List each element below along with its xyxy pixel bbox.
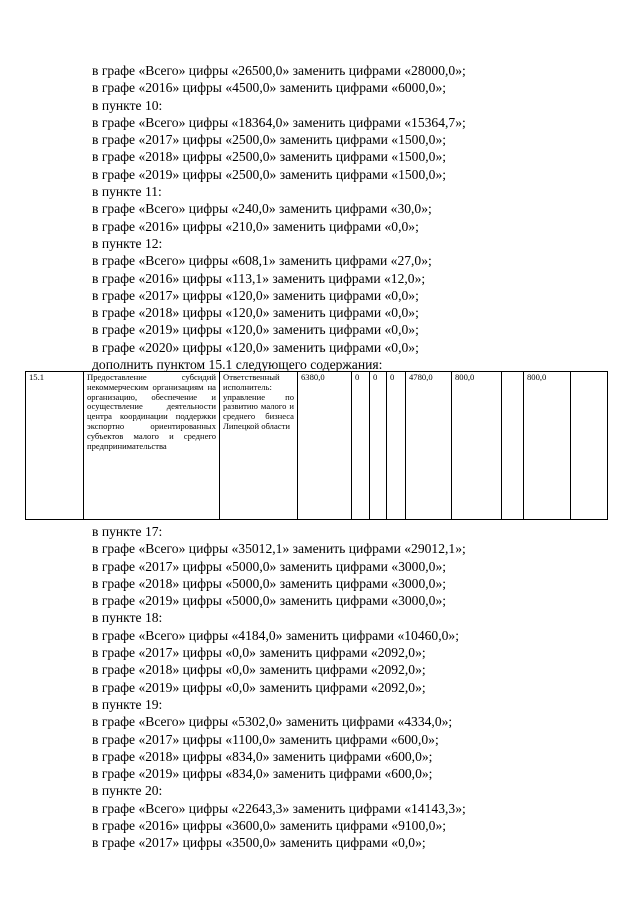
text-line: в графе «Всего» цифры «22643,3» заменить цифрами «14143,3»; [92, 800, 466, 816]
amendments-block-bottom [92, 523, 612, 852]
table-row [26, 372, 608, 520]
text-line: в графе «2019» цифры «834,0» заменить цифрами «600,0»; [92, 766, 433, 782]
text-line: в графе «Всего» цифры «18364,0» заменить цифрами «15364,7»; [92, 114, 466, 130]
program-table-row-15-1 [25, 371, 608, 520]
text-line: в графе «2020» цифры «120,0» заменить цифрами «0,0»; [92, 339, 419, 355]
text-line: в графе «2017» цифры «120,0» заменить цифрами «0,0»; [92, 287, 419, 303]
text-line: в графе «2017» цифры «3500,0» заменить цифрами «0,0»; [92, 835, 426, 851]
text-line: в графе «2018» цифры «5000,0» заменить цифрами «3000,0»; [92, 575, 447, 591]
cell-2017: 4780,0 [406, 372, 452, 520]
text-line: в графе «2019» цифры «120,0» заменить цифрами «0,0»; [92, 322, 419, 338]
text-line: в пункте 18: [92, 610, 163, 626]
text-line: в графе «Всего» цифры «5302,0» заменить цифрами «4334,0»; [92, 714, 453, 730]
text-line: в графе «2017» цифры «1100,0» заменить цифрами «600,0»; [92, 731, 439, 747]
text-line: в пункте 11: [92, 184, 162, 200]
text-line: в пункте 20: [92, 783, 163, 799]
cell-2016: 0 [387, 372, 406, 520]
text-line: в пункте 19: [92, 696, 163, 712]
cell-extra [571, 372, 608, 520]
cell-executor: Ответственный исполнитель: управление по развитию малого и среднего бизнеса Липецкой области [220, 372, 298, 520]
cell-row-number: 15.1 [26, 372, 84, 520]
text-line: в графе «2019» цифры «0,0» заменить цифрами «2092,0»; [92, 679, 426, 695]
text-line: в графе «2016» цифры «3600,0» заменить цифрами «9100,0»; [92, 818, 447, 834]
cell-2015: 0 [370, 372, 387, 520]
text-line: в графе «2017» цифры «5000,0» заменить цифрами «3000,0»; [92, 558, 447, 574]
text-line: в графе «2019» цифры «2500,0» заменить цифрами «1500,0»; [92, 166, 447, 182]
text-line: в графе «2018» цифры «120,0» заменить цифрами «0,0»; [92, 305, 419, 321]
text-line: в графе «Всего» цифры «608,1» заменить цифрами «27,0»; [92, 253, 432, 269]
text-line: в графе «2018» цифры «0,0» заменить цифрами «2092,0»; [92, 662, 426, 678]
text-line: в графе «2016» цифры «210,0» заменить цифрами «0,0»; [92, 218, 419, 234]
text-line: в графе «Всего» цифры «4184,0» заменить цифрами «10460,0»; [92, 627, 459, 643]
cell-2014: 0 [352, 372, 370, 520]
cell-2020: 800,0 [524, 372, 571, 520]
text-line: в пункте 10: [92, 97, 163, 113]
text-line: в графе «2019» цифры «5000,0» заменить цифрами «3000,0»; [92, 593, 447, 609]
text-line: в пункте 12: [92, 235, 163, 251]
amendments-block-top [92, 62, 612, 373]
text-line: в графе «2017» цифры «0,0» заменить цифрами «2092,0»; [92, 645, 426, 661]
text-line: в графе «Всего» цифры «35012,1» заменить цифрами «29012,1»; [92, 541, 466, 557]
text-line: в пункте 17: [92, 524, 163, 539]
text-line: в графе «2017» цифры «2500,0» заменить цифрами «1500,0»; [92, 132, 447, 148]
text-line: в графе «2018» цифры «2500,0» заменить цифрами «1500,0»; [92, 149, 447, 165]
cell-2018: 800,0 [452, 372, 502, 520]
text-line: в графе «2018» цифры «834,0» заменить цифрами «600,0»; [92, 748, 433, 764]
text-line: в графе «Всего» цифры «26500,0» заменить цифрами «28000,0»; [92, 63, 466, 78]
cell-program-name: Предоставление субсидий некоммерческим организациям на организацию, обеспечение и осуществление деятельности центра координации поддержки экспортно ориентированных субъектов малого и среднего предпринимательства [84, 372, 220, 520]
cell-2019 [502, 372, 524, 520]
text-line: в графе «2016» цифры «4500,0» заменить цифрами «6000,0»; [92, 80, 447, 96]
text-line: дополнить пунктом 15.1 следующего содержания: [92, 357, 383, 373]
text-line: в графе «Всего» цифры «240,0» заменить цифрами «30,0»; [92, 201, 432, 217]
cell-total: 6380,0 [298, 372, 352, 520]
text-line: в графе «2016» цифры «113,1» заменить цифрами «12,0»; [92, 270, 426, 286]
